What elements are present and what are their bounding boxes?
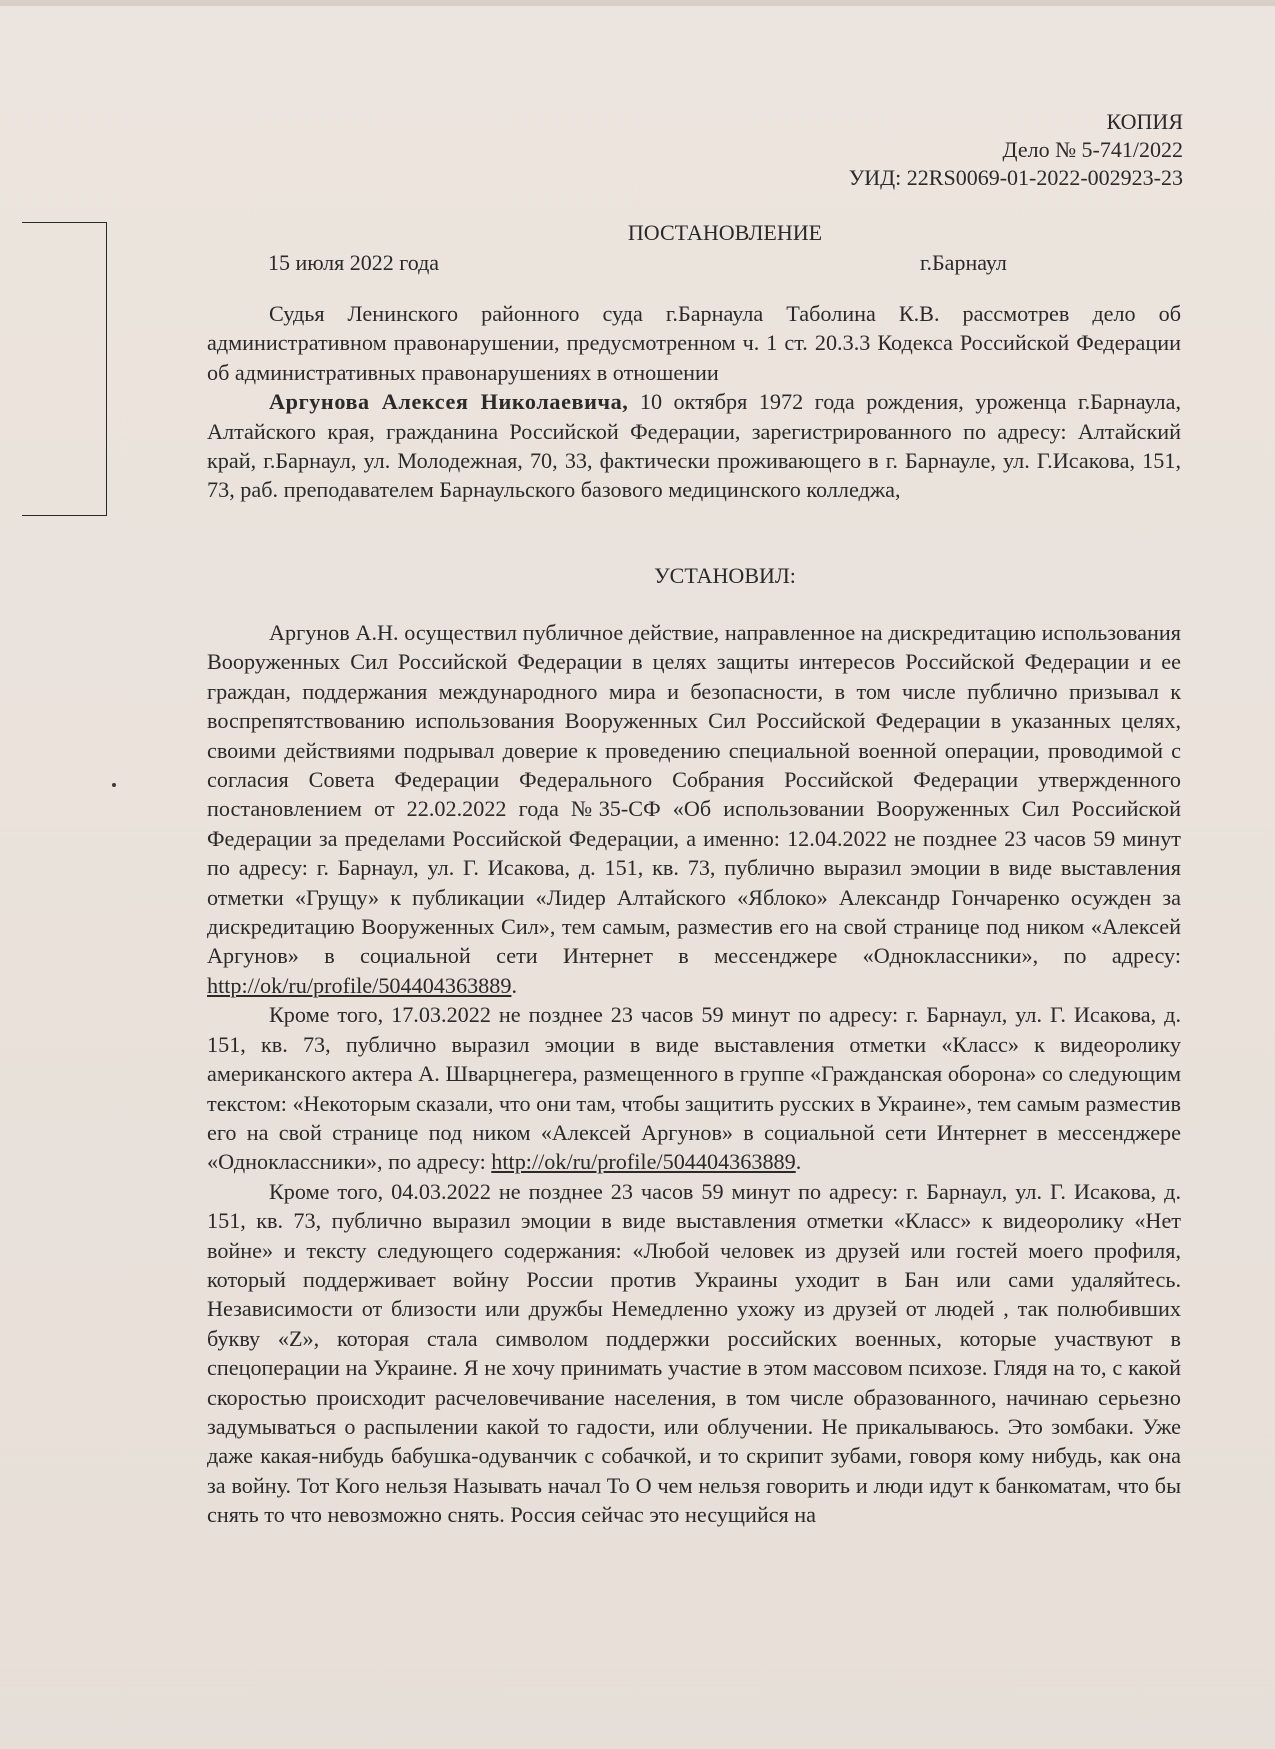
case-header: [849, 108, 1183, 192]
findings-paragraph-2: [207, 1000, 1181, 1176]
scan-speck: [112, 783, 116, 787]
scan-top-edge: [0, 0, 1275, 6]
document-title: ПОСТАНОВЛЕНИЕ: [627, 220, 823, 245]
findings-paragraph-1: [207, 618, 1181, 1000]
case-number: Дело № 5-741/2022: [1002, 137, 1183, 162]
profile-link-2[interactable]: http://ok/ru/profile/504404363889: [491, 1149, 796, 1175]
section-heading-established: УСТАНОВИЛ:: [654, 563, 796, 588]
paragraph-1-end: .: [511, 972, 517, 998]
stamp-frame: [22, 222, 107, 516]
copy-mark: КОПИЯ: [1106, 109, 1183, 134]
intro-person-paragraph: [207, 387, 1181, 505]
person-details: 10 октября 1972 года рождения, уроженца г.Барнаула, Алтайского края, гражданина Российской Федерации, зарегистрированного по адресу: Алтайский край, г.Барнаул, ул. Молодежная, 70, 33, фактически проживающего в г. Барнауле, ул. Г.Исакова, 151, 73, раб. преподавателем Барнаульского базового медицинского колледжа,: [207, 389, 1181, 503]
profile-link-1[interactable]: http://ok/ru/profile/504404363889: [207, 972, 512, 998]
findings-section: [207, 618, 1181, 1530]
intro-section: [207, 299, 1181, 505]
paragraph-1-text: Аргунов А.Н. осуществил публичное действие, направленное на дискредитацию использования Вооруженных Сил Российской Федерации в целях защиты интересов Российской Федерации и ее граждан, поддержания международного мира и безопасности, в том числе публично призывал к воспрепятствованию использования Вооруженных Сил Российской Федерации в указанных целях, своими действиями подрывал доверие к проведению специальной военной операции, проводимой с согласия Совета Федерации Федерального Собрания Российской Федерации утвержденного постановлением от 22.02.2022 года №35-СФ «Об использовании Вооруженных Сил Российской Федерации за пределами Российской Федерации, а именно: 12.04.2022 не позднее 23 часов 59 минут по адресу: г. Барнаул, ул. Г. Исакова, д. 151, кв. 73, публично выразил эмоции в виде выставления отметки «Грущу» к публикации «Лидер Алтайского «Яблоко» Александр Гончаренко осужден за дискредитацию Вооруженных Сил», тем самым, разместив его на свой странице под ником «Алексей Аргунов» в социальной сети Интернет в мессенджере «Одноклассники», по адресу:: [207, 620, 1181, 969]
findings-paragraph-3: Кроме того, 04.03.2022 не позднее 23 часов 59 минут по адресу: г. Барнаул, ул. Г. Исакова, д. 151, кв. 73, публично выразил эмоции в виде выставления отметки «Класс» к видеоролику «Нет войне» и тексту следующего содержания: «Любой человек из друзей или гостей моего профиля, который поддерживает войну России против Украины уходит в Бан или сами удаляйтесь. Независимости от близости или дружбы Немедленно ухожу из друзей от людей , так полюбивших букву «Z», которая стала символом поддержки российских военных, которые участвуют в спецоперации на Украине. Я не хочу принимать участие в этом массовом психозе. Глядя на то, с какой скоростью происходит расчеловечивание населения, в том числе образованного, начинаю серьезно задумываться о распылении какой то гадости, или облучении. Не прикалываюсь. Это зомбаки. Уже даже какая-нибудь бабушка-одуванчик с собачкой, и то скрипит зубами, говоря кому нибудь, как она за войну. Тот Кого нельзя Называть начал То О чем нельзя говорить и люди идут к банкоматам, что бы снять то что невозможно снять. Россия сейчас это несущийся на: [207, 1178, 1181, 1528]
case-uid: УИД: 22RS0069-01-2022-002923-23: [848, 165, 1183, 190]
person-name: Аргунова Алексея Николаевича,: [269, 389, 629, 415]
paragraph-2-text: Кроме того, 17.03.2022 не позднее 23 часов 59 минут по адресу: г. Барнаул, ул. Г. Исакова, д. 151, кв. 73, публично выразил эмоции в виде выставления отметки «Класс» к видеоролику американского актера А. Шварцнегера, размещенного в группе «Гражданская оборона» со следующим текстом: «Некоторым сказали, что они там, чтобы защитить русских в Украине», тем самым разместив его на свой странице под ником «Алексей Аргунов» в социальной сети Интернет в мессенджере «Одноклассники», по адресу:: [207, 1002, 1181, 1175]
document-city: г.Барнаул: [920, 250, 1007, 275]
paragraph-2-end: .: [795, 1149, 802, 1175]
document-date: 15 июля 2022 года: [268, 250, 440, 275]
intro-judge-paragraph: Судья Ленинского районного суда г.Барнаула Таболина К.В. рассмотрев дело об административном правонарушении, предусмотренном ч. 1 ст. 20.3.3 Кодекса Российской Федерации об административных правонарушениях в отношении: [207, 301, 1181, 385]
